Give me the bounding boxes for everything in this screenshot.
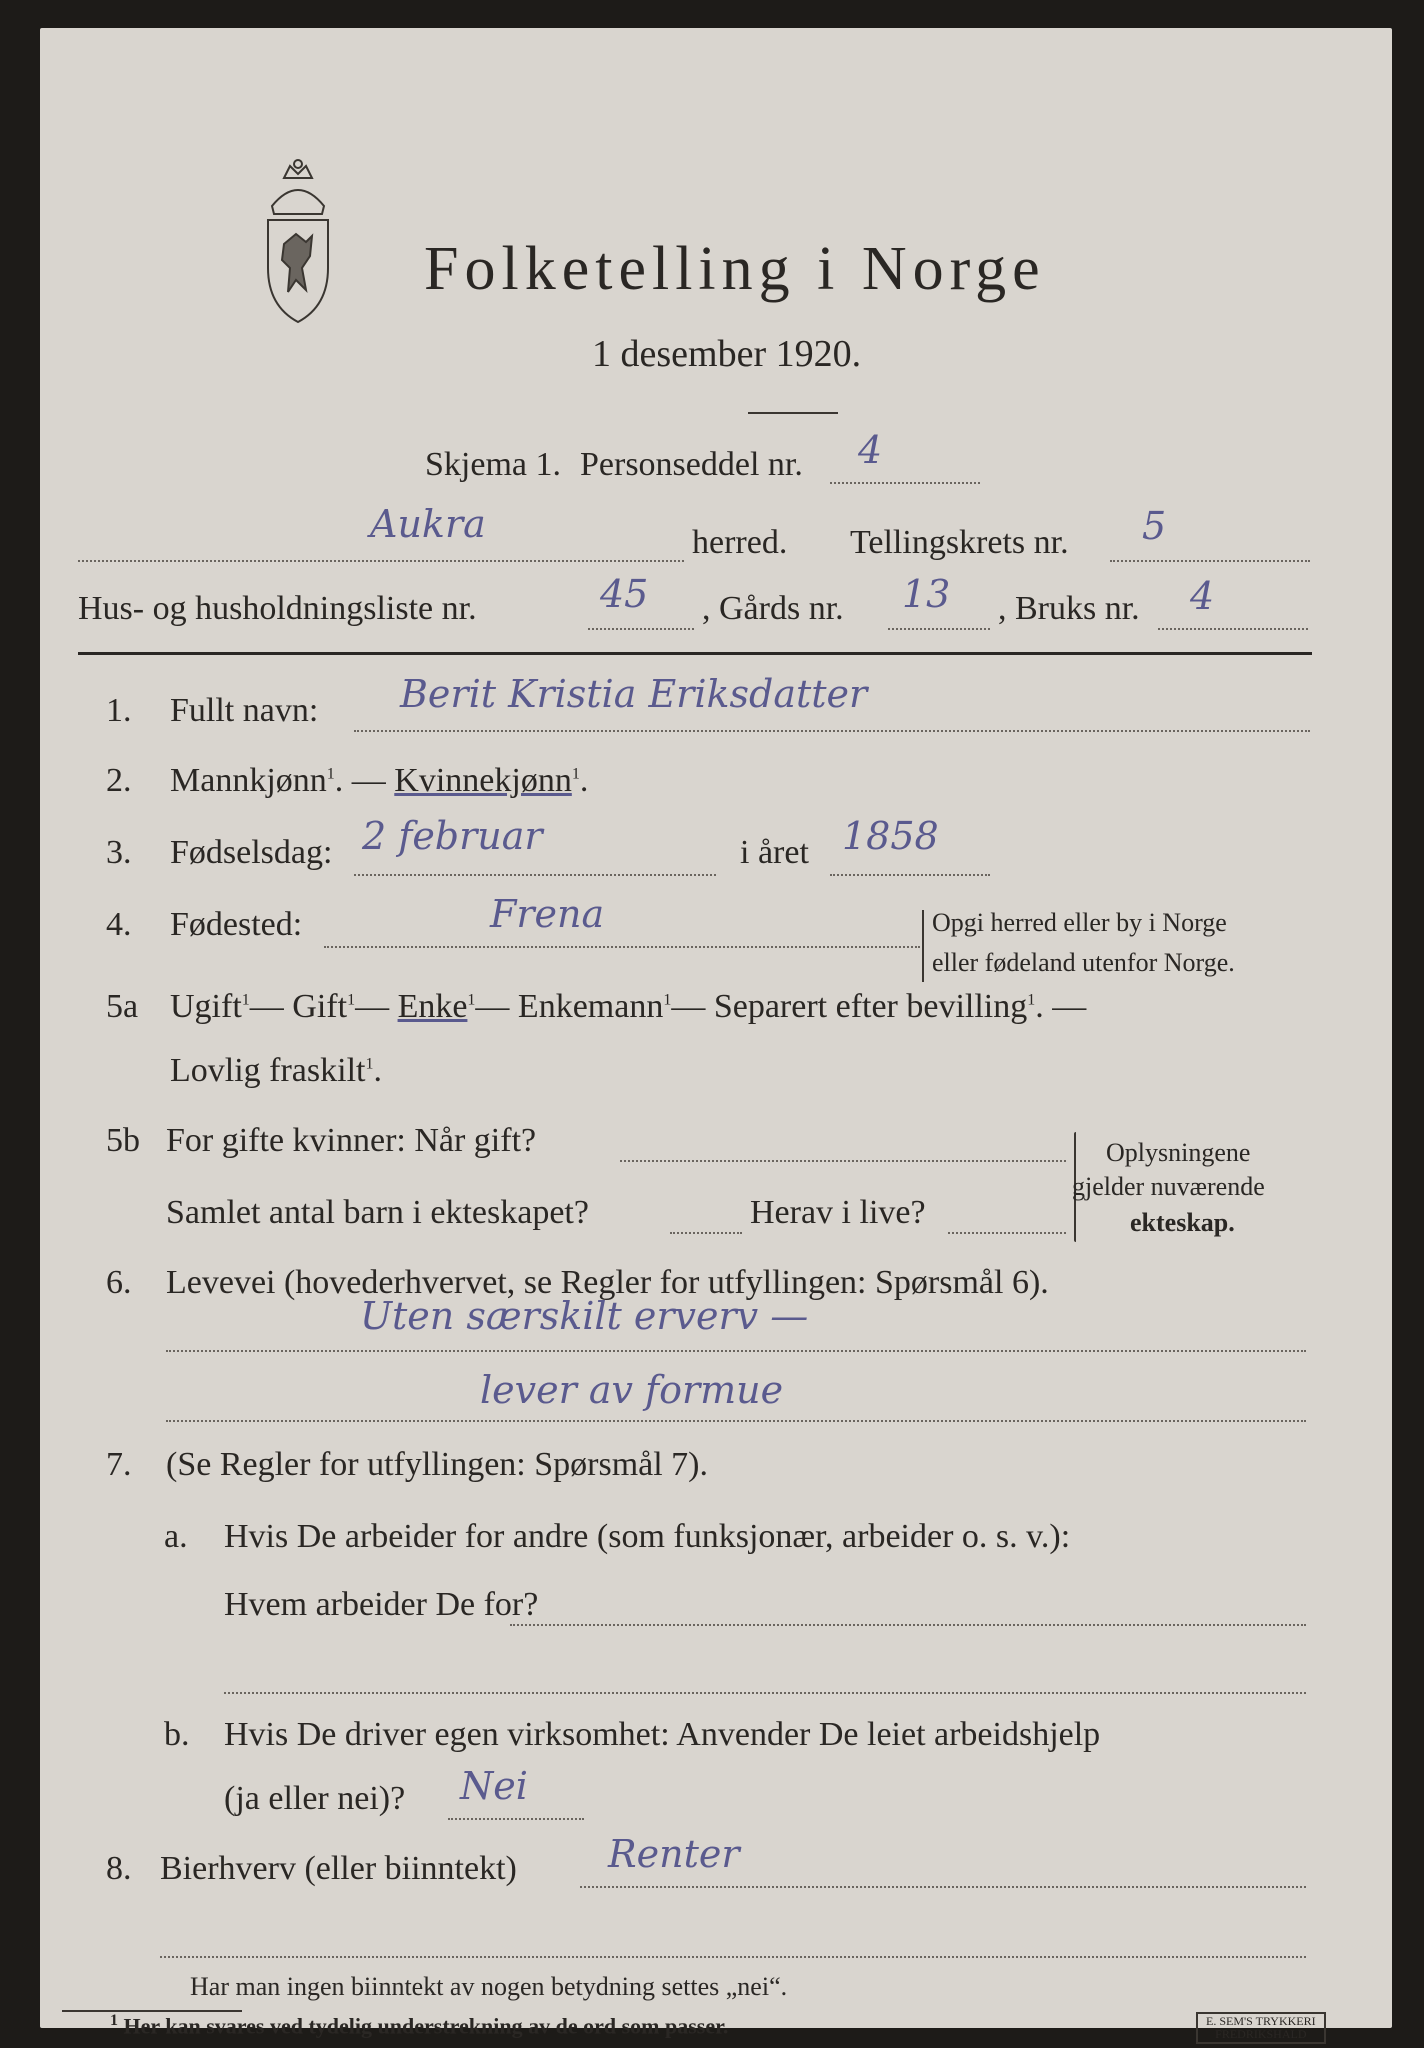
q4-line (324, 946, 920, 948)
husliste-line (588, 628, 694, 630)
option-gift[interactable]: — Gift (249, 988, 348, 1025)
q5b-number: 5b (106, 1122, 140, 1159)
q6-line2 (166, 1420, 1306, 1422)
marital-options: Ugift$^1$— Gift$^1$— Enke$^1$— Enkemann$^1$— Separert efter bevilling$^1$. — (170, 988, 1087, 1025)
q4-note-brace (922, 910, 924, 982)
side-income-value[interactable]: Renter (608, 1832, 740, 1876)
herred-value[interactable]: Aukra (370, 502, 486, 546)
q5b-note-line2: gjelder nuværende (1072, 1172, 1265, 1201)
option-kvinnekjonn[interactable]: Kvinnekjønn (394, 762, 572, 799)
herred-label: herred. (692, 524, 788, 561)
bruks-number[interactable]: 4 (1190, 574, 1215, 618)
option-enkemann[interactable]: — Enkemann (475, 988, 664, 1025)
header-rule (78, 652, 1312, 655)
q4-note-line2: eller fødeland utenfor Norge. (932, 948, 1235, 977)
census-date: 1 desember 1920. (592, 333, 862, 375)
q5b-label: For gifte kvinner: Når gift? (166, 1122, 537, 1159)
footer-note: Har man ingen biinntekt av nogen betydning settes „nei“. (190, 1972, 788, 2001)
q4-number: 4. (106, 906, 132, 943)
personseddel-label: Personseddel nr. (580, 446, 803, 483)
footnote: $^1$ Her kan svares ved tydelig understrekning av de ord som passer. (110, 2012, 729, 2039)
q6-number: 6. (106, 1264, 132, 1301)
bruks-label: , Bruks nr. (998, 590, 1140, 627)
occupation-value-line2[interactable]: lever av formue (480, 1368, 784, 1412)
q1-label: Fullt navn: (170, 692, 319, 729)
q7b-question: (ja eller nei)? (224, 1780, 406, 1817)
q7b-line (448, 1818, 584, 1820)
q5b-alive-line (948, 1232, 1066, 1234)
form-title: Folketelling i Norge (424, 235, 1046, 303)
tellingskrets-number[interactable]: 5 (1142, 504, 1167, 548)
printer-stamp: E. SEM'S TRYKKERI FREDRIKSHALD (1196, 2012, 1326, 2044)
q5b-alive-label: Herav i live? (750, 1194, 926, 1231)
tellingskrets-label: Tellingskrets nr. (850, 524, 1069, 561)
q7a-question: Hvem arbeider De for? (224, 1586, 539, 1623)
personseddel-line (830, 482, 980, 484)
q7a-text: Hvis De arbeider for andre (som funksjonær, arbeider o. s. v.): (224, 1518, 1071, 1555)
q5b-note-line3: ekteskap. (1130, 1208, 1235, 1237)
q3-date-line (354, 874, 716, 876)
q8-line1 (580, 1886, 1306, 1888)
q5b-children-label: Samlet antal barn i ekteskapet? (166, 1194, 589, 1231)
q8-number: 8. (106, 1850, 132, 1887)
q2-number: 2. (106, 762, 132, 799)
q7-number: 7. (106, 1446, 132, 1483)
q3-year-label: i året (740, 834, 809, 871)
gender-options: Mannkjønn$^1$. — Kvinnekjønn$^1$. (170, 762, 589, 799)
q5b-married-line (620, 1160, 1066, 1162)
gards-line (888, 628, 990, 630)
hired-help-value[interactable]: Nei (460, 1764, 528, 1808)
birth-year-value[interactable]: 1858 (842, 814, 939, 858)
birthplace-value[interactable]: Frena (490, 892, 605, 936)
q8-label: Bierhverv (eller biinntekt) (160, 1850, 517, 1887)
q7a-line2 (224, 1692, 1306, 1694)
q7a-line1 (510, 1624, 1306, 1626)
option-ugift[interactable]: Ugift (170, 988, 242, 1025)
option-lovlig-fraskilt[interactable]: Lovlig fraskilt$^1$. (170, 1052, 382, 1089)
full-name-value[interactable]: Berit Kristia Eriksdatter (400, 672, 868, 716)
q3-label: Fødselsdag: (170, 834, 333, 871)
q6-line1 (166, 1350, 1306, 1352)
q4-label: Fødested: (170, 906, 303, 943)
census-form-sheet (40, 28, 1392, 2041)
gards-number[interactable]: 13 (902, 572, 951, 616)
birth-date-value[interactable]: 2 februar (362, 814, 543, 858)
option-mannkjonn[interactable]: Mannkjønn (170, 762, 327, 799)
q5a-number: 5a (106, 988, 139, 1025)
q1-line (354, 730, 1310, 732)
gards-label: , Gårds nr. (702, 590, 844, 627)
q4-note-line1: Opgi herred eller by i Norge (932, 908, 1227, 937)
bruks-line (1158, 628, 1308, 630)
q1-number: 1. (106, 692, 132, 729)
q7b-text: Hvis De driver egen virksomhet: Anvender De leiet arbeidshjelp (224, 1716, 1101, 1753)
option-enke[interactable]: Enke (397, 988, 468, 1025)
herred-line (78, 560, 684, 562)
q3-number: 3. (106, 834, 132, 871)
q7a-letter: a. (164, 1518, 188, 1555)
tellingskrets-line (1110, 560, 1310, 562)
title-divider (748, 412, 838, 414)
q7b-letter: b. (164, 1716, 190, 1753)
q3-year-line (830, 874, 990, 876)
q8-line2 (160, 1956, 1306, 1958)
husliste-label: Hus- og husholdningsliste nr. (78, 590, 477, 627)
q5b-children-line (670, 1232, 742, 1234)
norwegian-coat-of-arms-icon (250, 156, 346, 326)
option-separert[interactable]: — Separert efter bevilling (671, 988, 1028, 1025)
q5b-note-line1: Oplysningene (1106, 1138, 1251, 1167)
occupation-value-line1[interactable]: Uten særskilt erverv — (360, 1294, 809, 1338)
q6-label: Levevei (hovederhvervet, se Regler for utfyllingen: Spørsmål 6). (166, 1264, 1049, 1301)
husliste-number[interactable]: 45 (600, 572, 649, 616)
personseddel-number[interactable]: 4 (858, 428, 883, 472)
skjema-label: Skjema 1. (425, 446, 561, 483)
q7-label: (Se Regler for utfyllingen: Spørsmål 7). (166, 1446, 709, 1483)
